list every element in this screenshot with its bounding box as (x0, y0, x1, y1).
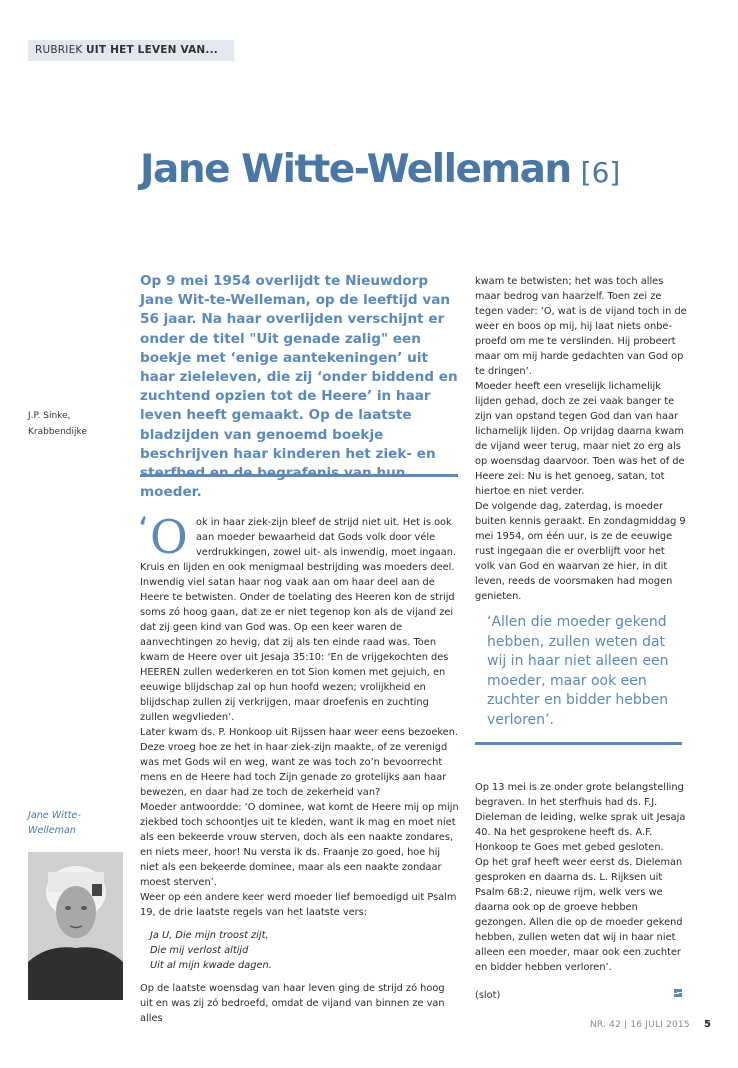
paragraph-4: Weer op een andere keer werd moeder lief bemoedigd uit Psalm 19, de drie laatste regels van het laatste vers: (140, 892, 457, 918)
first-lines: ok in haar ziek-zijn bleef de strijd niet uit. Het is ook aan moeder bewaarheid dat Gods volk door véle verdrukkingen, zowel uit- als inwendig, moet ingaan. (196, 517, 457, 558)
author-credit (28, 408, 128, 440)
intro-paragraph: Op 9 mei 1954 overlijdt te Nieuwdorp Jane Wit-te-Welleman, op de leeftijd van 56 jaar. Na haar overlijden verschijnt er onder de titel "Uit genade zalig" een boekje met ‘enige aantekeningen’ uit haar zieleleven, die zij ‘onder biddend en zuchtend opzien tot de Heere’ in haar leven heeft gemaakt. Op de laatste bladzijden van genoemd boekje beschrijven haar kinderen het ziek- en moeder. (140, 273, 458, 501)
psalm-quote (140, 928, 460, 973)
page-number: 5 (704, 1019, 711, 1030)
rubric-label (28, 40, 234, 61)
article-column-2-bottom (475, 780, 687, 975)
psalm-line: Ja U, Die mijn troost zijt, (150, 930, 269, 941)
page-title (140, 142, 700, 201)
paragraph-9: Op 13 mei is ze onder grote belangstelling begraven. In het sterfhuis had ds. F.J. Dieleman de leiding, welke sprak uit Jesaja 40. Na het gesprokene heeft ds. A.F. Honkoop te Goes met gebed gesloten. (475, 782, 686, 853)
photo-caption (28, 808, 128, 838)
issue-info: NR. 42 | 16 JULI 2015 (590, 1020, 690, 1030)
opening-quote-mark: ‘ (138, 510, 149, 550)
title-number: [6] (580, 156, 621, 189)
psalm-line: Die mij verlost altijd (150, 945, 249, 956)
paragraph-5: Op de laatste woensdag van haar leven ging de strijd zó hoog uit en was zij zó bedroefd, omdat de vijand van binnen ze van alles (140, 983, 445, 1024)
drop-cap: O (150, 510, 188, 564)
portrait-illustration (28, 852, 123, 1000)
publication-logo-icon (672, 987, 684, 999)
title-main: Jane Witte-Welleman (140, 147, 571, 192)
author-place: Krabbendijke (28, 427, 87, 437)
paragraph-1: Kruis en lijden en ook menigmaal bestrijding was moeders deel. Inwendig viel satan haar nog vaak aan om haar deel aan de Heere te betwisten. Onder de toelating des Heeren kon de strijd soms zó hoog gaan, dat ze er niet tegenop kon als de vijand zei dat zij geen kind van God was. Op een keer waren de aanvechtingen zo hevig, dat zij als ten einde raad was. Toen kwam de Heere over uit Jesaja 35:10: ‘En de vrijgekochten des HEEREN zullen wederkeren en tot Sion komen met gejuich, en eeuwige blijdschap zal op hun hoofd wezen; vrolijkheid en blijdschap zullen zij verkrijgen, maar droefenis en zuchting zullen wegvlieden’. (140, 562, 455, 723)
paragraph-10: Op het graf heeft weer eerst ds. Dieleman gesproken en daarna ds. L. Rijksen uit Psalm 68:2, nieuwe rijm, welk vers we daarna ook op de groeve hebben gezongen. Allen die op de moeder gekend hebben, zullen weten dat wij in haar niet alleen een moeder, maar ook een zuchter en bidder hebben verloren’. (475, 857, 683, 973)
article-column-1 (138, 510, 460, 1026)
paragraph-8: De volgende dag, zaterdag, is moeder buiten kennis geraakt. En zondagmiddag 9 mei 1954, om één uur, is ze de eeuwige rust ingegaan die er overblijft voor het volk van God en waarvan ze hier, in dit leven, reeds de voorsmaken had mogen genieten. (475, 501, 686, 602)
pull-quote: ‘Allen die moeder gekend hebben, zullen weten dat wij in haar niet alleen een moeder, maar ook een zuchter en bidder hebben verloren’. (487, 614, 669, 728)
author-name: J.P. Sinke, (28, 411, 71, 421)
psalm-line: Uit al mijn kwade dagen. (150, 960, 272, 971)
caption-line: Welleman (28, 825, 76, 836)
slot-label: (slot) (475, 990, 501, 1001)
paragraph-6: kwam te betwisten; het was toch alles maar bedrog van haarzelf. Toen zei ze tegen vader: ‘O, wat is de vijand toch in de weer en boos op mij, hij laat niets onbe-proefd om me te verslinden. Hij probeert maar om mij harde gedachten van God op te dringen’. (475, 276, 687, 377)
rubric-title: UIT HET LEVEN VAN... (86, 44, 218, 56)
pull-quote-divider (475, 742, 682, 745)
paragraph-7: Moeder heeft een vreselijk lichamelijk lijden gehad, doch ze zei vaak banger te zijn van opstand tegen God dan van haar lichamelijk lijden. Op vrijdag daarna kwam de vijand weer terug, maar niet zo erg als op woensdag daarvoor. Toen was het of de Heere zei: Nu is het genoeg, satan, tot hiertoe en niet verder. (475, 381, 685, 497)
paragraph-2: Later kwam ds. P. Honkoop uit Rijssen haar weer eens bezoeken. Deze vroeg hoe ze het in haar ziek-zijn maakte, of ze verenigd was met Gods wil en weg, want ze was toch zo’n bevoorrecht mens en de Heere had toch Zijn genade zo grotelijks aan haar bewezen, en daar had ze toch de zekerheid van? (140, 727, 459, 798)
dropcap-block (138, 510, 460, 564)
intro-divider (140, 474, 458, 477)
rubric-prefix: RUBRIEK (35, 44, 83, 56)
portrait-photo (28, 852, 123, 1000)
paragraph-3: Moeder antwoordde: ‘O dominee, wat komt de Heere mij op mijn ziekbed toch schoontjes uit te kleden, want ik mag en moet niet als een bekeerde vrouw sterven, doch als een naakte zondares, en niets meer, hoor! Nu versta ik ds. Fraanje zo goed, hoe hij niet als een bekeerde dominee, maar als een naakte zondaar moest sterven’. (140, 802, 459, 888)
caption-line: Jane Witte- (28, 810, 81, 821)
article-column-2-top (475, 274, 687, 604)
